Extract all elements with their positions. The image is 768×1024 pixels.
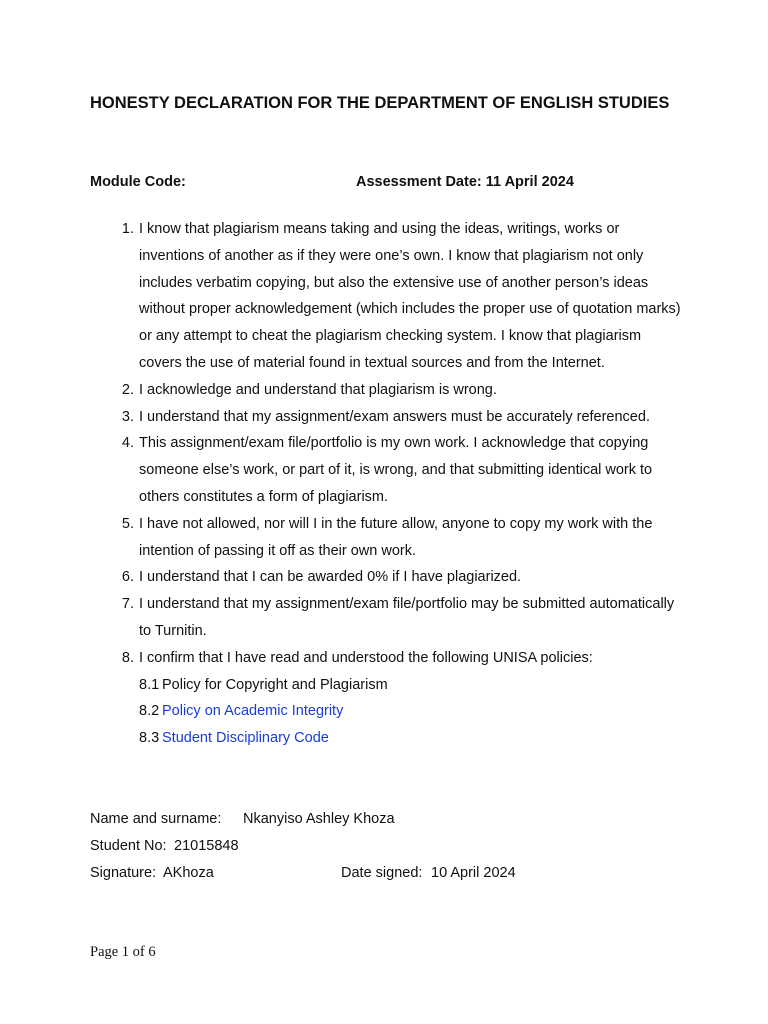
policy-disciplinary-code-link[interactable]: Student Disciplinary Code (162, 730, 329, 747)
student-no-row (90, 833, 690, 860)
assessment-date-label: Assessment Date: (356, 174, 482, 190)
policy-item (139, 672, 684, 699)
date-signed-value: 10 April 2024 (431, 864, 516, 881)
page-number: Page 1 of 6 (90, 944, 156, 960)
name-row (90, 806, 690, 833)
policy-item (139, 698, 684, 725)
name-label: Name and surname: (90, 811, 222, 827)
declaration-number: 3. (121, 408, 134, 425)
policy-number: 8.2 (139, 703, 160, 720)
document-title: HONESTY DECLARATION FOR THE DEPARTMENT OF ENGLISH STUDIES (90, 94, 670, 112)
policy-copyright-plagiarism: Policy for Copyright and Plagiarism (162, 676, 388, 693)
module-code (90, 171, 186, 193)
student-no-label: Student No: (90, 837, 167, 854)
student-no-value: 21015848 (174, 837, 239, 854)
date-signed-label: Date signed: (341, 864, 423, 881)
declaration-text: This assignment/exam file/portfolio is my own work. I acknowledge that copying someone else’s work, or part of it, is wrong, and that submitting identical work to others constitutes a form of plagiarism. (139, 435, 653, 505)
declaration-text: I know that plagiarism means taking and using the ideas, writings, works or inventions of another as if they were one’s own. I know that plagiarism not only includes verbatim copying, but also the extensive use of another person’s ideas without proper acknowledgement (which includes the proper use of quotation marks) or any attempt to cheat the plagiarism checking system. I know that plagiarism covers the use of material found in textual sources and from the Internet. (139, 221, 681, 371)
declaration-text: I understand that I can be awarded 0% if I have plagiarized. (139, 569, 522, 586)
policy-academic-integrity-link[interactable]: Policy on Academic Integrity (162, 703, 344, 720)
declaration-number: 6. (121, 569, 134, 586)
declaration-text: I have not allowed, nor will I in the future allow, anyone to copy my work with the intention of passing it off as their own work. (139, 515, 653, 559)
declaration-text: I understand that my assignment/exam answers must be accurately referenced. (139, 408, 650, 425)
signature-row (90, 860, 690, 887)
declaration-item (121, 645, 684, 752)
declaration-item (121, 404, 684, 431)
assessment-date-value: 11 April 2024 (485, 174, 574, 190)
module-assessment-row (90, 171, 690, 193)
declaration-item (121, 511, 684, 565)
declaration-text: I understand that my assignment/exam file/portfolio may be submitted automatically to Turnitin. (139, 596, 675, 639)
module-code-label: Module Code: (90, 174, 186, 190)
signature-value: AKhoza (163, 864, 214, 881)
declaration-number: 4. (121, 435, 134, 452)
declaration-item (121, 216, 684, 377)
declaration-number: 1. (121, 221, 134, 237)
policy-item (139, 725, 684, 752)
signature-block (90, 806, 690, 886)
declaration-item (121, 591, 684, 645)
assessment-date (356, 171, 574, 193)
policy-number: 8.3 (139, 730, 160, 747)
declaration-number: 5. (121, 515, 134, 532)
signature-label: Signature: (90, 864, 157, 881)
declaration-item (121, 377, 684, 404)
declaration-number: 8. (121, 649, 134, 666)
declaration-item (121, 430, 684, 510)
name-value: Nkanyiso Ashley Khoza (243, 811, 395, 827)
declaration-number: 2. (121, 381, 134, 398)
declaration-text: I acknowledge and understand that plagiarism is wrong. (139, 381, 497, 398)
declaration-text: I confirm that I have read and understood the following UNISA policies: (139, 649, 593, 666)
policy-number: 8.1 (139, 676, 160, 693)
declaration-list (121, 216, 684, 752)
declaration-item (121, 564, 684, 591)
declaration-number: 7. (121, 596, 134, 613)
